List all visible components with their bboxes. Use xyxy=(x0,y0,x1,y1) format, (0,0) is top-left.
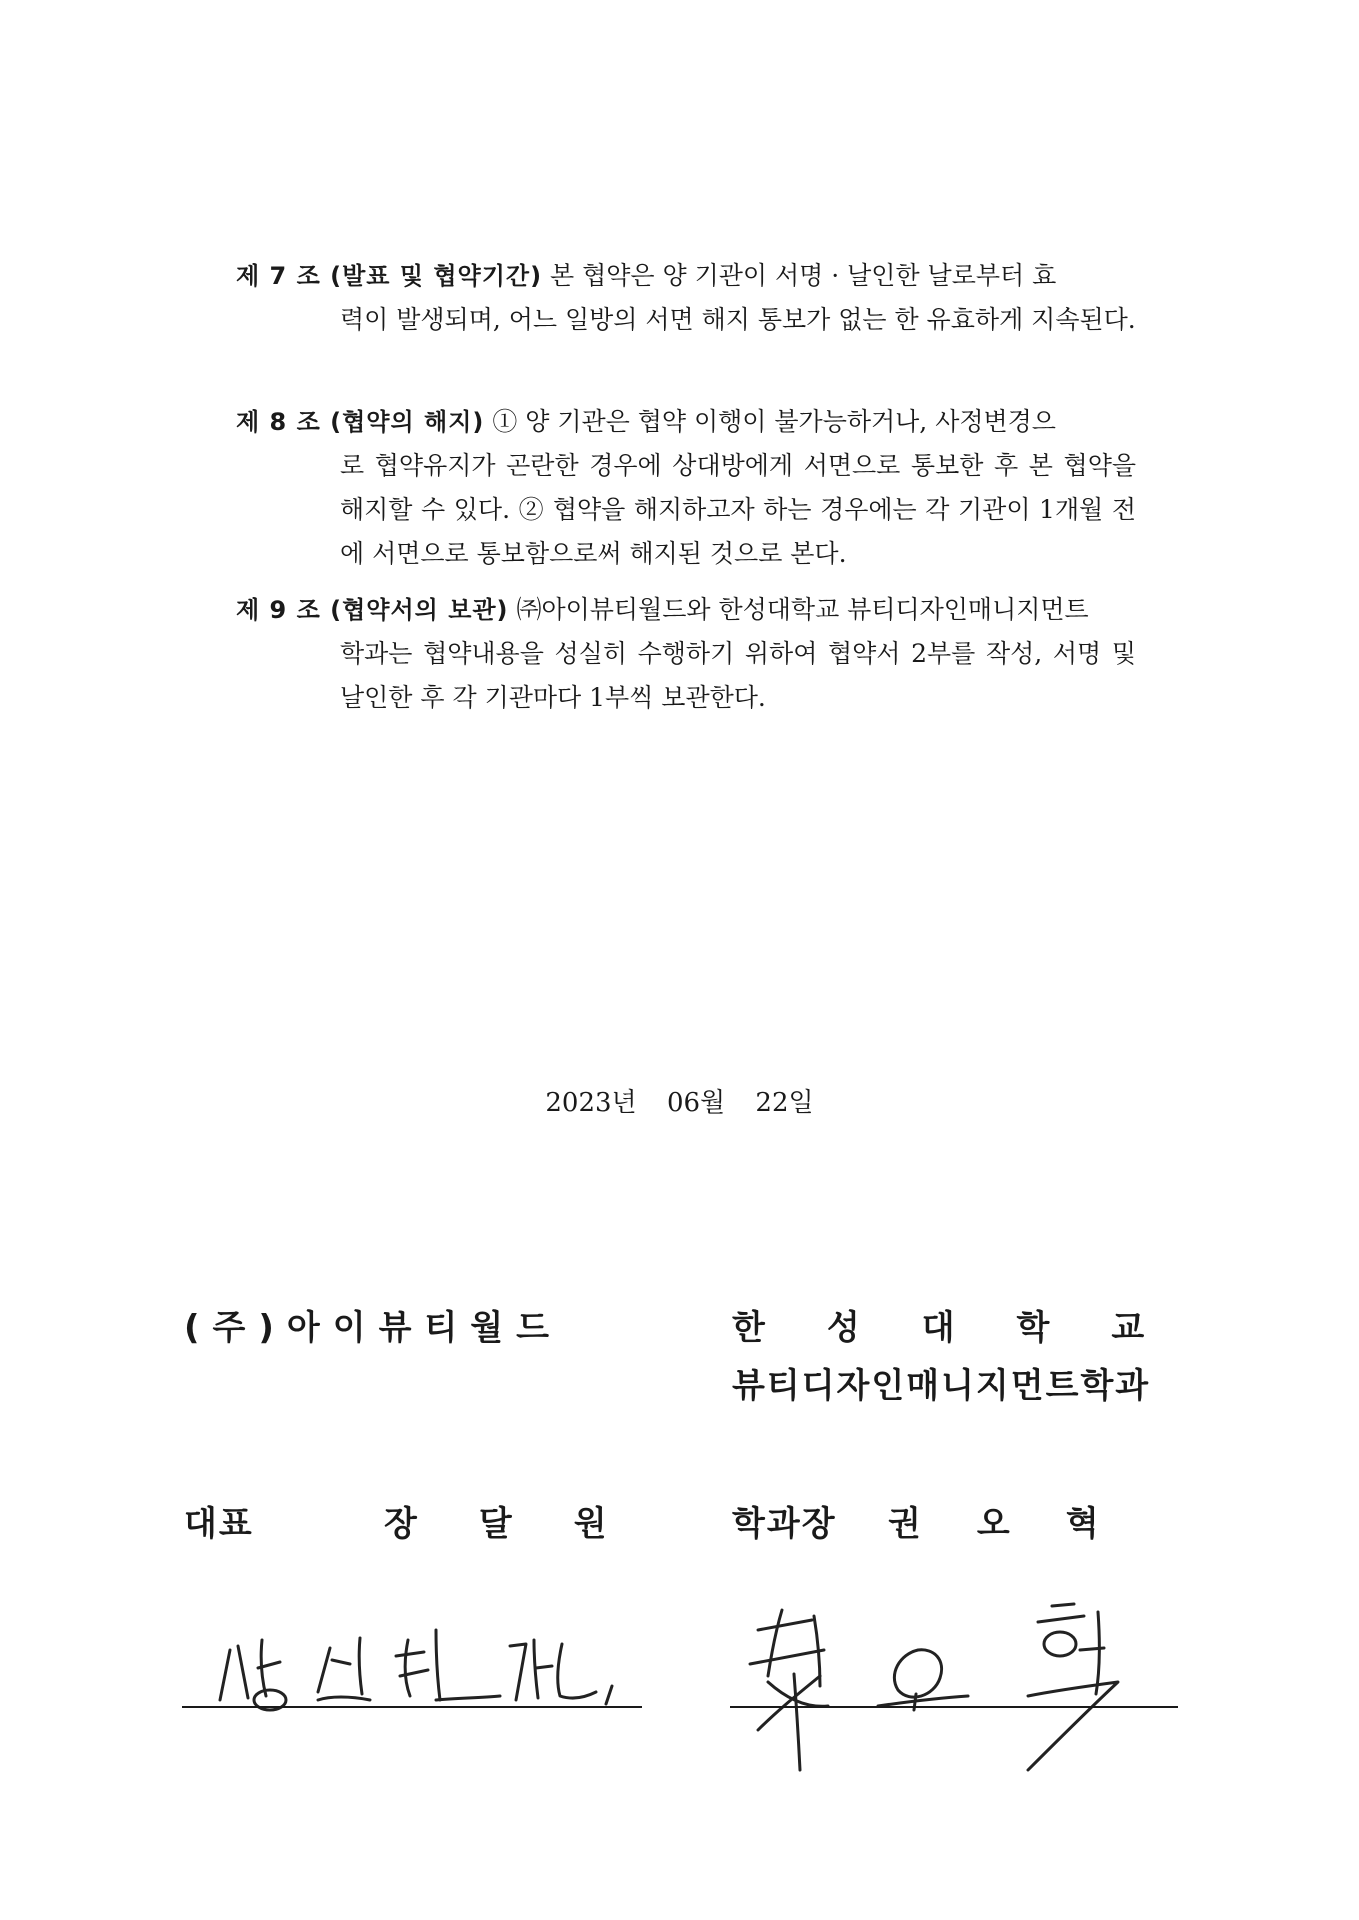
article-8-body: 로 협약유지가 곤란한 경우에 상대방에게 서면으로 통보한 후 본 협약을 해지할 수 있다. ② 협약을 해지하고자 하는 경우에는 각 기관이 1개월 전에 서면으로 통보함으로써 해지된 것으로 본다. xyxy=(340,451,1136,568)
article-7-line1: 본 협약은 양 기관이 서명 · 날인한 날로부터 효 xyxy=(550,261,1057,290)
company-signature xyxy=(200,1600,680,1730)
department-name: 뷰티디자인매니지먼트학과 xyxy=(732,1366,1151,1406)
article-9-line1: ㈜아이뷰티월드와 한성대학교 뷰티디자인매니지먼트 xyxy=(516,595,1089,624)
department-head-name: 권오혁 xyxy=(888,1504,1155,1544)
article-9 xyxy=(236,588,1136,720)
representative-name: 장달원 xyxy=(384,1504,669,1544)
article-9-heading: 제 9 조 (협약서의 보관) xyxy=(236,596,509,624)
university-name: 한성대학교 xyxy=(732,1308,1207,1348)
representative-title: 대표 xyxy=(184,1504,254,1544)
article-8-heading: 제 8 조 (협약의 해지) xyxy=(236,408,485,436)
article-7-heading: 제 7 조 (발표 및 협약기간) xyxy=(236,262,543,290)
article-7 xyxy=(236,254,1136,342)
agreement-date: 2023년 06월 22일 xyxy=(545,1088,814,1118)
article-7-body: 력이 발생되며, 어느 일방의 서면 해지 통보가 없는 한 유효하게 지속된다. xyxy=(340,305,1136,334)
article-8-line1: ① 양 기관은 협약 이행이 불가능하거나, 사정변경으 xyxy=(492,407,1056,436)
company-signature-line xyxy=(182,1706,642,1708)
article-8 xyxy=(236,400,1136,576)
department-head-title: 학과장 xyxy=(732,1504,837,1544)
company-name: (주)아이뷰티월드 xyxy=(184,1308,562,1348)
article-9-body: 학과는 협약내용을 성실히 수행하기 위하여 협약서 2부를 작성, 서명 및 날인한 후 각 기관마다 1부씩 보관한다. xyxy=(340,639,1136,712)
department-signature-line xyxy=(730,1706,1178,1708)
department-head-signature xyxy=(728,1590,1188,1790)
